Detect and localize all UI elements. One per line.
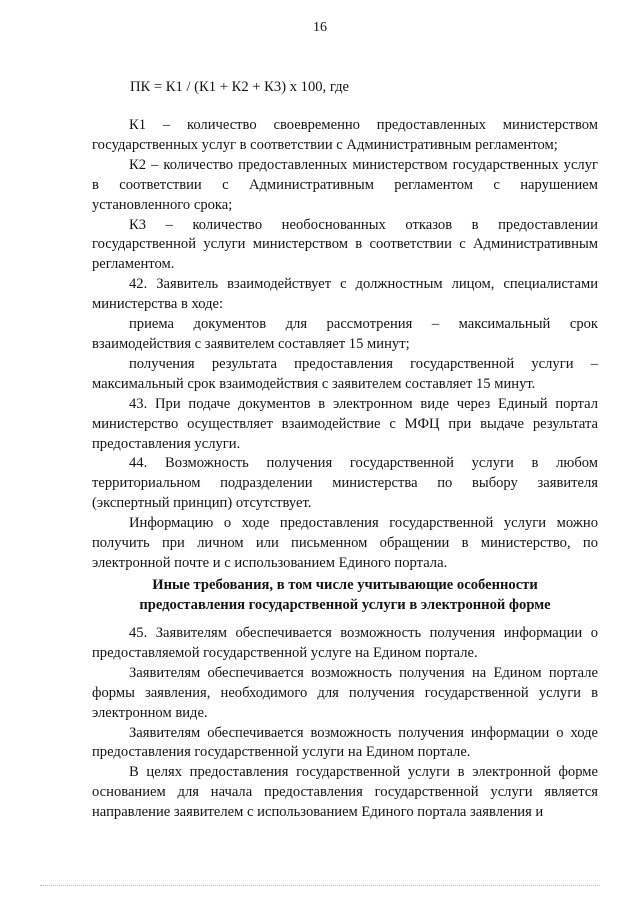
paragraph-45-electronic: В целях предоставления государственной услуги в электронной форме основанием для начала предоставления государственной услуги является направление заявителем с использованием Единого портала заявления и (92, 764, 598, 821)
paragraph-45: 45. Заявителям обеспечивается возможность получения информации о предоставляемой государственной услуге на Едином портале. (92, 625, 598, 661)
paragraph-k1: К1 – количество своевременно предоставленных министерством государственных услуг в соответствии с Административным регламентом; (92, 117, 598, 153)
paragraph-42-item1: приема документов для рассмотрения – максимальный срок взаимодействия с заявителем составляет 15 минут; (92, 316, 598, 352)
section-heading-line2: предоставления государственной услуги в электронной форме (139, 597, 551, 613)
paragraph-k2: К2 – количество предоставленных министерством государственных услуг в соответствии с Административным регламентом с нарушением установленного срока; (92, 156, 598, 213)
paragraph-45-form: Заявителям обеспечивается возможность получения на Едином портале формы заявления, необходимого для получения государственной услуги в электронном виде. (92, 664, 598, 721)
scan-artifact-line (40, 885, 600, 888)
section-heading-line1: Иные требования, в том числе учитывающие особенности (152, 577, 538, 593)
page-number: 16 (313, 20, 327, 35)
paragraph-42: 42. Заявитель взаимодействует с должностным лицом, специалистами министерства в ходе: (92, 276, 598, 313)
paragraph-44: 44. Возможность получения государственной услуги в любом территориальном подразделении министерства по выбору заявителя (экспертный принцип) отсутствует. (92, 455, 598, 512)
formula: ПК = К1 / (К1 + К2 + К3) х 100, где (130, 79, 349, 95)
paragraph-43: 43. При подаче документов в электронном виде через Единый портал министерство осуществляет взаимодействие с МФЦ при выдаче результата предоставления услуги. (92, 395, 598, 452)
paragraph-45-status: Заявителям обеспечивается возможность получения информации о ходе предоставления государственной услуги на Едином портале. (92, 724, 598, 761)
paragraph-42-item2: получения результата предоставления государственной услуги – максимальный срок взаимодействия с заявителем составляет 15 минут. (92, 355, 598, 392)
paragraph-44-info: Информацию о ходе предоставления государственной услуги можно получить при личном или письменном обращении в министерство, по электронной почте и с использованием Единого портала. (92, 515, 598, 571)
body-text-block (92, 116, 598, 574)
body-text-block-2 (92, 624, 598, 823)
paragraph-k3: К3 – количество необоснованных отказов в предоставлении государственной услуги министерством в соответствии с Административным регламентом. (92, 216, 598, 273)
